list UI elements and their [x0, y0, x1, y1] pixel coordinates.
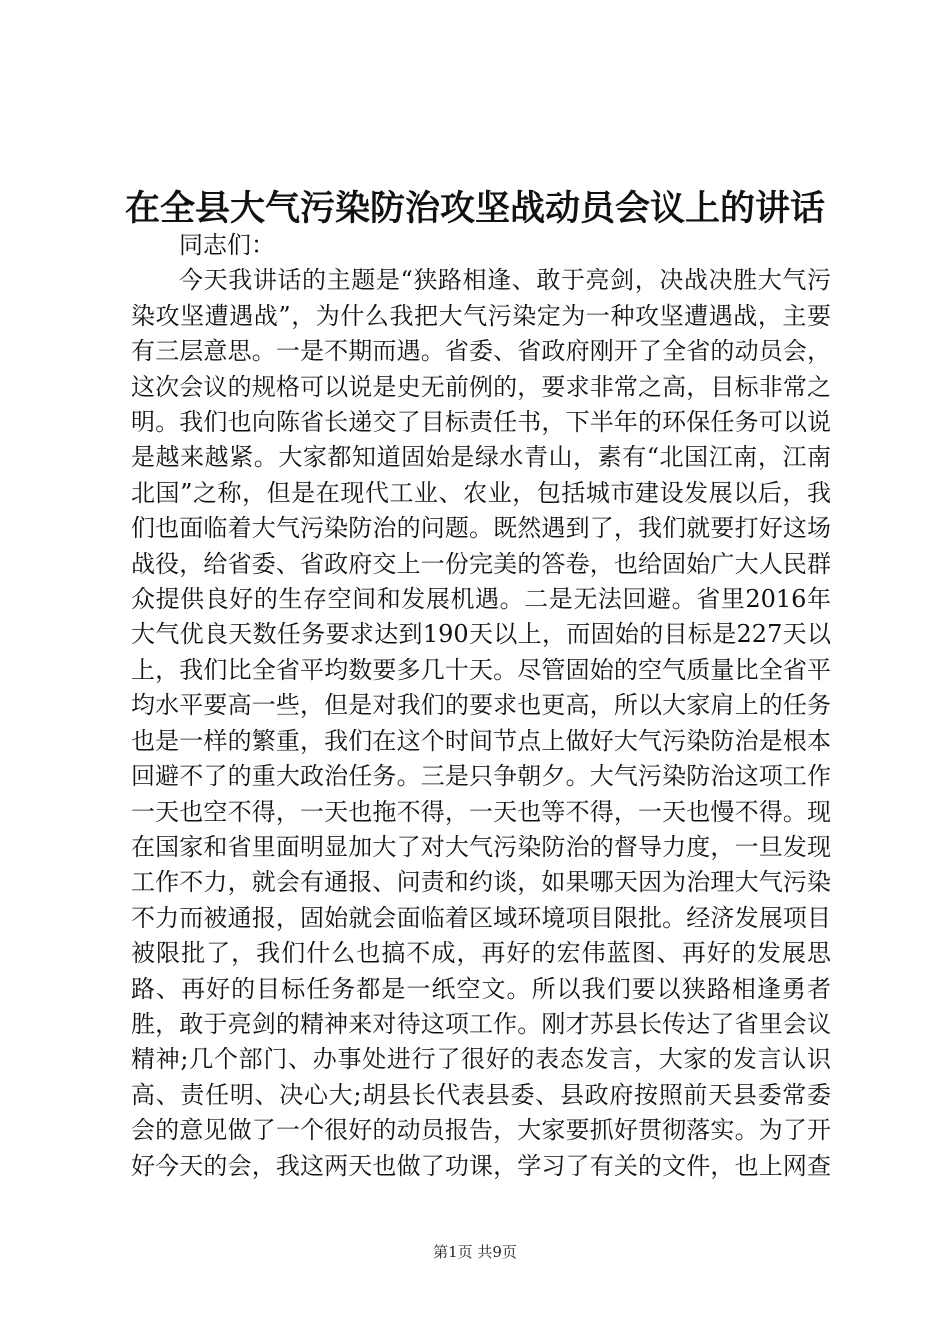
- salutation: 同志们：: [179, 231, 275, 259]
- document-body: [131, 228, 831, 1183]
- body-paragraph: 今天我讲话的主题是“狭路相逢、敢于亮剑，决战决胜大气污染攻坚遭遇战”，为什么我把大气污染定为一种攻坚遭遇战，主要有三层意思。一是不期而遇。省委、省政府刚开了全省的动员会，这次会议的规格可以说是史无前例的，要求非常之高，目标非常之明。我们也向陈省长递交了目标责任书，下半年的环保任务可以说是越来越紧。大家都知道固始是绿水青山，素有“北国江南，江南北国”之称，但是在现代工业、农业，包括城市建设发展以后，我们也面临着大气污染防治的问题。既然遇到了，我们就要打好这场战役，给省委、省政府交上一份完美的答卷，也给固始广大人民群众提供良好的生存空间和发展机遇。二是无法回避。省里2016年大气优良天数任务要求达到190天以上，而固始的目标是227天以上，我们比全省平均数要多几十天。尽管固始的空气质量比全省平均水平要高一些，但是对我们的要求也更高，所以大家肩上的任务也是一样的繁重，我们在这个时间节点上做好大气污染防治是根本回避不了的重大政治任务。三是只争朝夕。大气污染防治这项工作一天也空不得，一天也拖不得，一天也等不得，一天也慢不得。现在国家和省里面明显加大了对大气污染防治的督导力度，一旦发现工作不力，就会有通报、问责和约谈，如果哪天因为治理大气污染不力而被通报，固始就会面临着区域环境项目限批。经济发展项目被限批了，我们什么也搞不成，再好的宏伟蓝图、再好的发展思路、再好的目标任务都是一纸空文。所以我们要以狭路相逢勇者胜，敢于亮剑的精神来对待这项工作。刚才苏县长传达了省里会议精神;几个部门、办事处进行了很好的表态发言，大家的发言认识高、责任明、决心大;胡县长代表县委、县政府按照前天县委常委会的意见做了一个很好的动员报告，大家要抓好贯彻落实。为了开好今天的会，我这两天也做了功课，学习了有关的文件，也上网查: [131, 266, 831, 1180]
- page-number-footer: 第1页 共9页: [433, 1243, 517, 1261]
- document-title: 在全县大气污染防治攻坚战动员会议上的讲话: [124, 188, 825, 229]
